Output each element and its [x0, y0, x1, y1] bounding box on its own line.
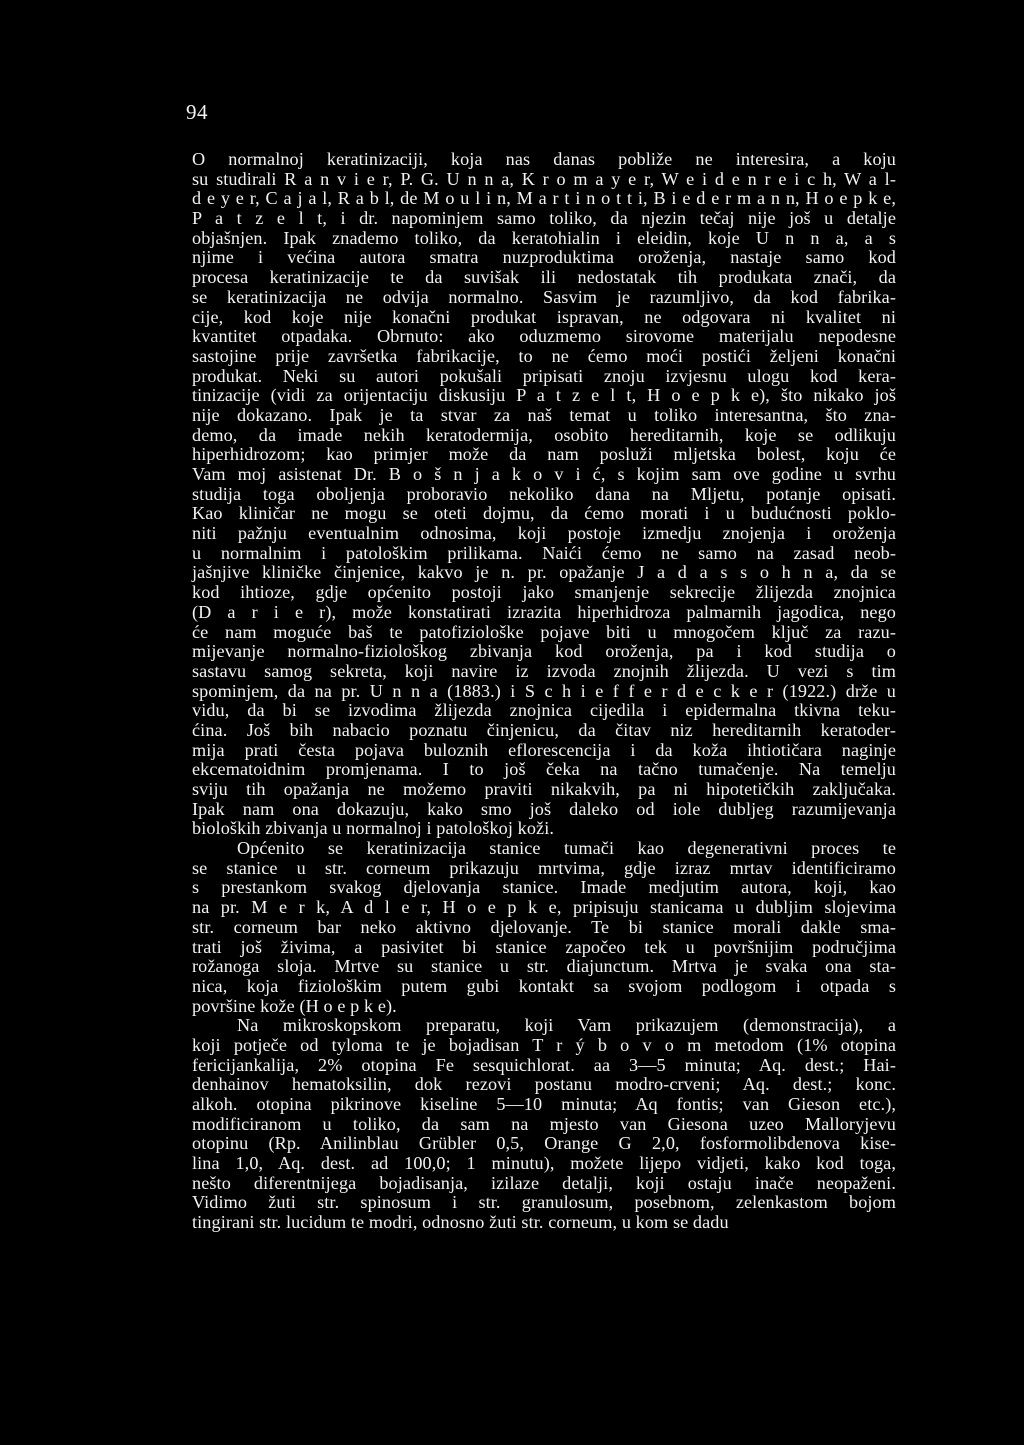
text-line: bioloških zbivanja u normalnoj i patološkoj koži. — [192, 818, 555, 839]
text-line: jašnjive kliničke činjenice, kakvo je n. pr. opažanje J a d a s s o h n a, da se — [192, 562, 896, 583]
text-line: tinizacije (vidi za orijentaciju diskusiju P a t z e l t, H o e p k e), što nikako još — [192, 385, 896, 406]
text-line: koji potječe od tyloma te je bojadisan T r ý b o v o m metodom (1% otopina — [192, 1034, 896, 1055]
paragraph — [192, 1016, 896, 1233]
text-line: O normalnoj keratinizaciji, koja nas danas pobliže ne interesira, a koju — [192, 149, 896, 169]
text-line: fericijankalija, 2% otopina Fe sesquichlorat. aa 3—5 minuta; Aq. dest.; Hai- — [192, 1054, 896, 1075]
paragraph — [192, 839, 896, 1016]
text-line: se keratinizacija ne odvija normalno. Sasvim je razumljivo, da kod fabrika- — [192, 286, 896, 307]
text-line: vidu, da bi se izvodima žlijezda znojnica cijedila i epidermalna tkivna teku- — [192, 700, 896, 721]
text-line: kod ihtioze, gdje općenito postoji jako smanjenje sekrecije žlijezda znojnica — [192, 582, 896, 603]
text-line: otopinu (Rp. Anilinblau Grübler 0,5, Orange G 2,0, fosformolibdenova kise- — [192, 1133, 896, 1154]
text-line: Ipak nam ona dokazuju, kako smo još daleko od iole dubljeg razumijevanja — [192, 798, 896, 819]
text-line: mijevanje normalno-fiziološkog zbivanja kod oroženja, pa i kod studija o — [192, 641, 896, 662]
text-line: s prestankom svakog djelovanja stanice. Imade medjutim autora, koji, kao — [192, 877, 896, 898]
text-line: nica, koja fiziološkim putem gubi kontakt sa svojom podlogom i otpada s — [192, 975, 896, 996]
text-line: lina 1,0, Aq. dest. ad 100,0; 1 minutu), možete lijepo vidjeti, kako kod toga, — [192, 1153, 896, 1174]
text-line: ćina. Još bih nabacio poznatu činjenicu, da čitav niz hereditarnih keratoder- — [192, 719, 896, 740]
text-line: tingirani str. lucidum te modri, odnosno žuti str. corneum, u kom se dadu — [192, 1212, 729, 1233]
text-line: denhainov hematoksilin, dok rezovi postanu modro-crveni; Aq. dest.; konc. — [192, 1074, 896, 1095]
text-line: Vam moj asistenat Dr. B o š n j a k o v i ć, s kojim sam ove godine u svrhu — [192, 464, 896, 484]
text-line: objašnjen. Ipak znademo toliko, da keratohialin i eleidin, koje U n n a, a s — [192, 227, 896, 248]
text-line: modificiranom u toliko, da sam na mjesto van Giesona uzeo Malloryjevu — [192, 1113, 896, 1134]
text-line: Na mikroskopskom preparatu, koji Vam prikazujem (demonstracija), a — [237, 1015, 896, 1036]
text-line: se stanice u str. corneum prikazuju mrtvima, gdje izraz mrtav identificiramo — [192, 857, 896, 878]
text-line: rožanoga sloja. Mrtve su stanice u str. diajunctum. Mrtva je svaka ona sta- — [192, 956, 896, 977]
text-line: hiperhidrozom; kao primjer može da nam posluži mljetska bolest, koju će — [192, 444, 896, 465]
body-text — [192, 150, 896, 1233]
text-line: produkat. Neki su autori pokušali pripisati znoju izvjesnu ulogu kod kera- — [192, 365, 896, 386]
text-line: površine kože (H o e p k e). — [192, 995, 397, 1016]
text-line: Vidimo žuti str. spinosum i str. granulosum, posebnom, zelenkastom bojom — [192, 1192, 896, 1213]
text-line: Kao kliničar ne mogu se oteti dojmu, da ćemo morati i u budućnosti poklo- — [192, 503, 896, 524]
text-line: sastavu samog sekreta, koji navire iz izvoda znojnih žlijezda. U vezi s tim — [192, 660, 896, 681]
text-line: alkoh. otopina pikrinove kiseline 5—10 minuta; Aq fontis; van Gieson etc.), — [192, 1094, 896, 1114]
paragraph — [192, 150, 896, 839]
text-line: su studirali R a n v i e r, P. G. U n n a, K r o m a y e r, W e i d e n r e i c h, W a l- — [192, 168, 896, 189]
text-line: demo, da imade nekih keratodermija, osobito hereditarnih, koje se odlikuju — [192, 424, 896, 445]
text-line: Općenito se keratinizacija stanice tumači kao degenerativni proces te — [237, 838, 896, 859]
text-line: u normalnim i patološkim prilikama. Naići ćemo ne samo na zasad neob- — [192, 542, 896, 563]
text-line: d e y e r, C a j a l, R a b l, de M o u l i n, M a r t i n o t t i, B i e d e r m a n n, H o e p k e, — [192, 188, 896, 209]
text-line: će nam moguće baš te patofiziološke pojave biti u mnogočem ključ za razu- — [192, 621, 896, 642]
text-line: nije dokazano. Ipak je ta stvar za naš temat u toliko interesantna, što zna- — [192, 404, 896, 425]
text-line: sviju tih opažanja ne možemo praviti nikakvih, pa ni hipotetičkih zaključaka. — [192, 779, 896, 799]
page-number: 94 — [186, 100, 208, 124]
text-line: kvantitet otpadaka. Obrnuto: ako oduzmemo sirovome materijalu nepodesne — [192, 326, 896, 347]
text-line: nešto diferentnijega bojadisanja, izilaze detalji, koji ostaju inače neopaženi. — [192, 1172, 896, 1193]
text-line: niti pažnju eventualnim odnosima, koji postoje izmedju znojenja i oroženja — [192, 523, 896, 544]
text-line: (D a r i e r), može konstatirati izrazita hiperhidroza palmarnih jagodica, nego — [192, 601, 896, 622]
text-line: trati još živima, a pasivitet bi stanice započeo tek u površnijim područjima — [192, 936, 896, 957]
text-line: na pr. M e r k, A d l e r, H o e p k e, pripisuju stanicama u dubljim slojevima — [192, 897, 896, 918]
text-line: mija prati česta pojava buloznih eflorescencija i da koža ihtiotičara naginje — [192, 739, 896, 760]
text-line: njime i većina autora smatra nuzproduktima oroženja, nastaje samo kod — [192, 247, 896, 268]
text-line: spominjem, da na pr. U n n a (1883.) i S c h i e f f e r d e c k e r (1922.) drže u — [192, 680, 896, 701]
text-line: cije, kod koje nije konačni produkat ispravan, ne odgovara ni kvalitet ni — [192, 306, 896, 327]
text-line: str. corneum bar neko aktivno djelovanje. Te bi stanice morali dakle sma- — [192, 916, 896, 937]
text-line: ekcematoidnim promjenama. I to još čeka na tačno tumačenje. Na temelju — [192, 759, 896, 780]
text-line: P a t z e l t, i dr. napominjem samo toliko, da njezin tečaj nije još u detalje — [192, 208, 896, 229]
text-line: studija toga oboljenja proboravio nekoliko dana na Mljetu, potanje opisati. — [192, 483, 896, 504]
text-line: sastojine prije završetka fabrikacije, to ne ćemo moći postići željeni konačni — [192, 345, 896, 366]
text-line: procesa keratinizacije te da suvišak ili nedostatak tih produkata znači, da — [192, 267, 896, 288]
